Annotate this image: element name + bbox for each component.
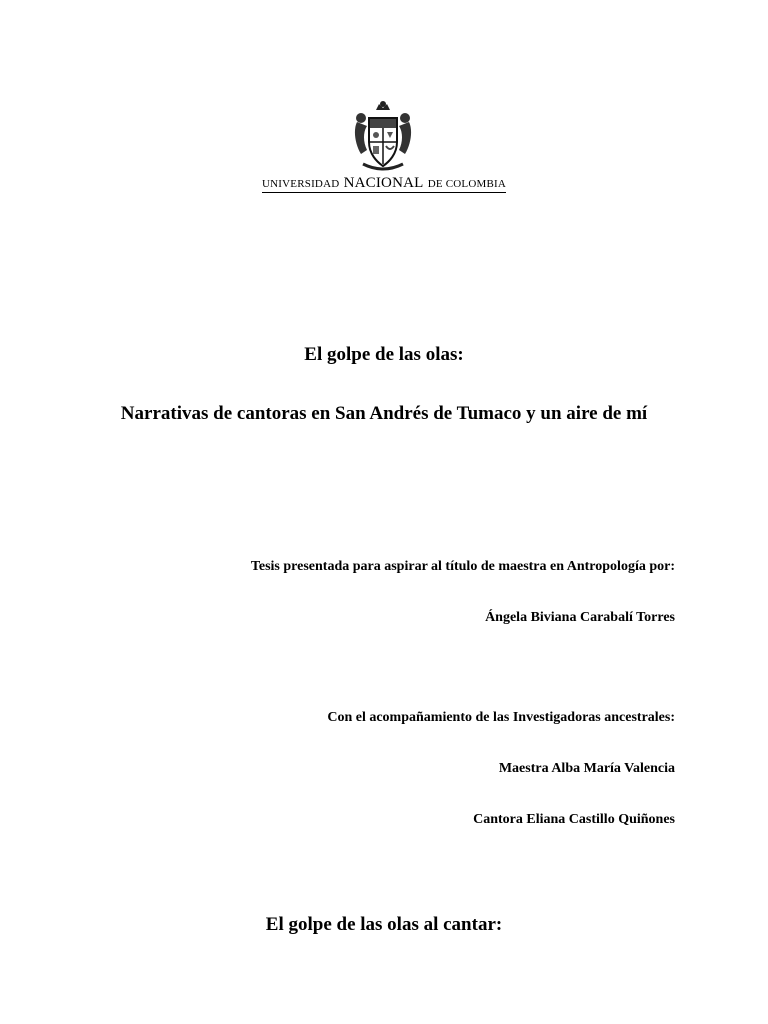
university-name-underline xyxy=(262,192,506,193)
researcher-name: Cantora Eliana Castillo Quiñones xyxy=(473,812,675,827)
document-title: El golpe de las olas: xyxy=(304,344,464,365)
university-name-main: NACIONAL xyxy=(343,175,424,191)
university-name-prefix: UNIVERSIDAD xyxy=(262,178,340,190)
thesis-presentation-line: Tesis presentada para aspirar al título de maestra en Antropología por: xyxy=(250,559,675,574)
researcher-name: Maestra Alba María Valencia xyxy=(498,761,675,776)
section-heading: El golpe de las olas al cantar: xyxy=(265,914,503,935)
document-subtitle: Narrativas de cantoras en San Andrés de Tumaco y un aire de mí xyxy=(120,403,648,424)
university-name-suffix: DE COLOMBIA xyxy=(427,178,507,190)
author-name: Ángela Biviana Carabalí Torres xyxy=(485,610,675,625)
university-crest-icon xyxy=(343,96,423,176)
accompaniment-intro: Con el acompañamiento de las Investigadoras ancestrales: xyxy=(327,710,675,725)
university-name xyxy=(262,174,506,192)
